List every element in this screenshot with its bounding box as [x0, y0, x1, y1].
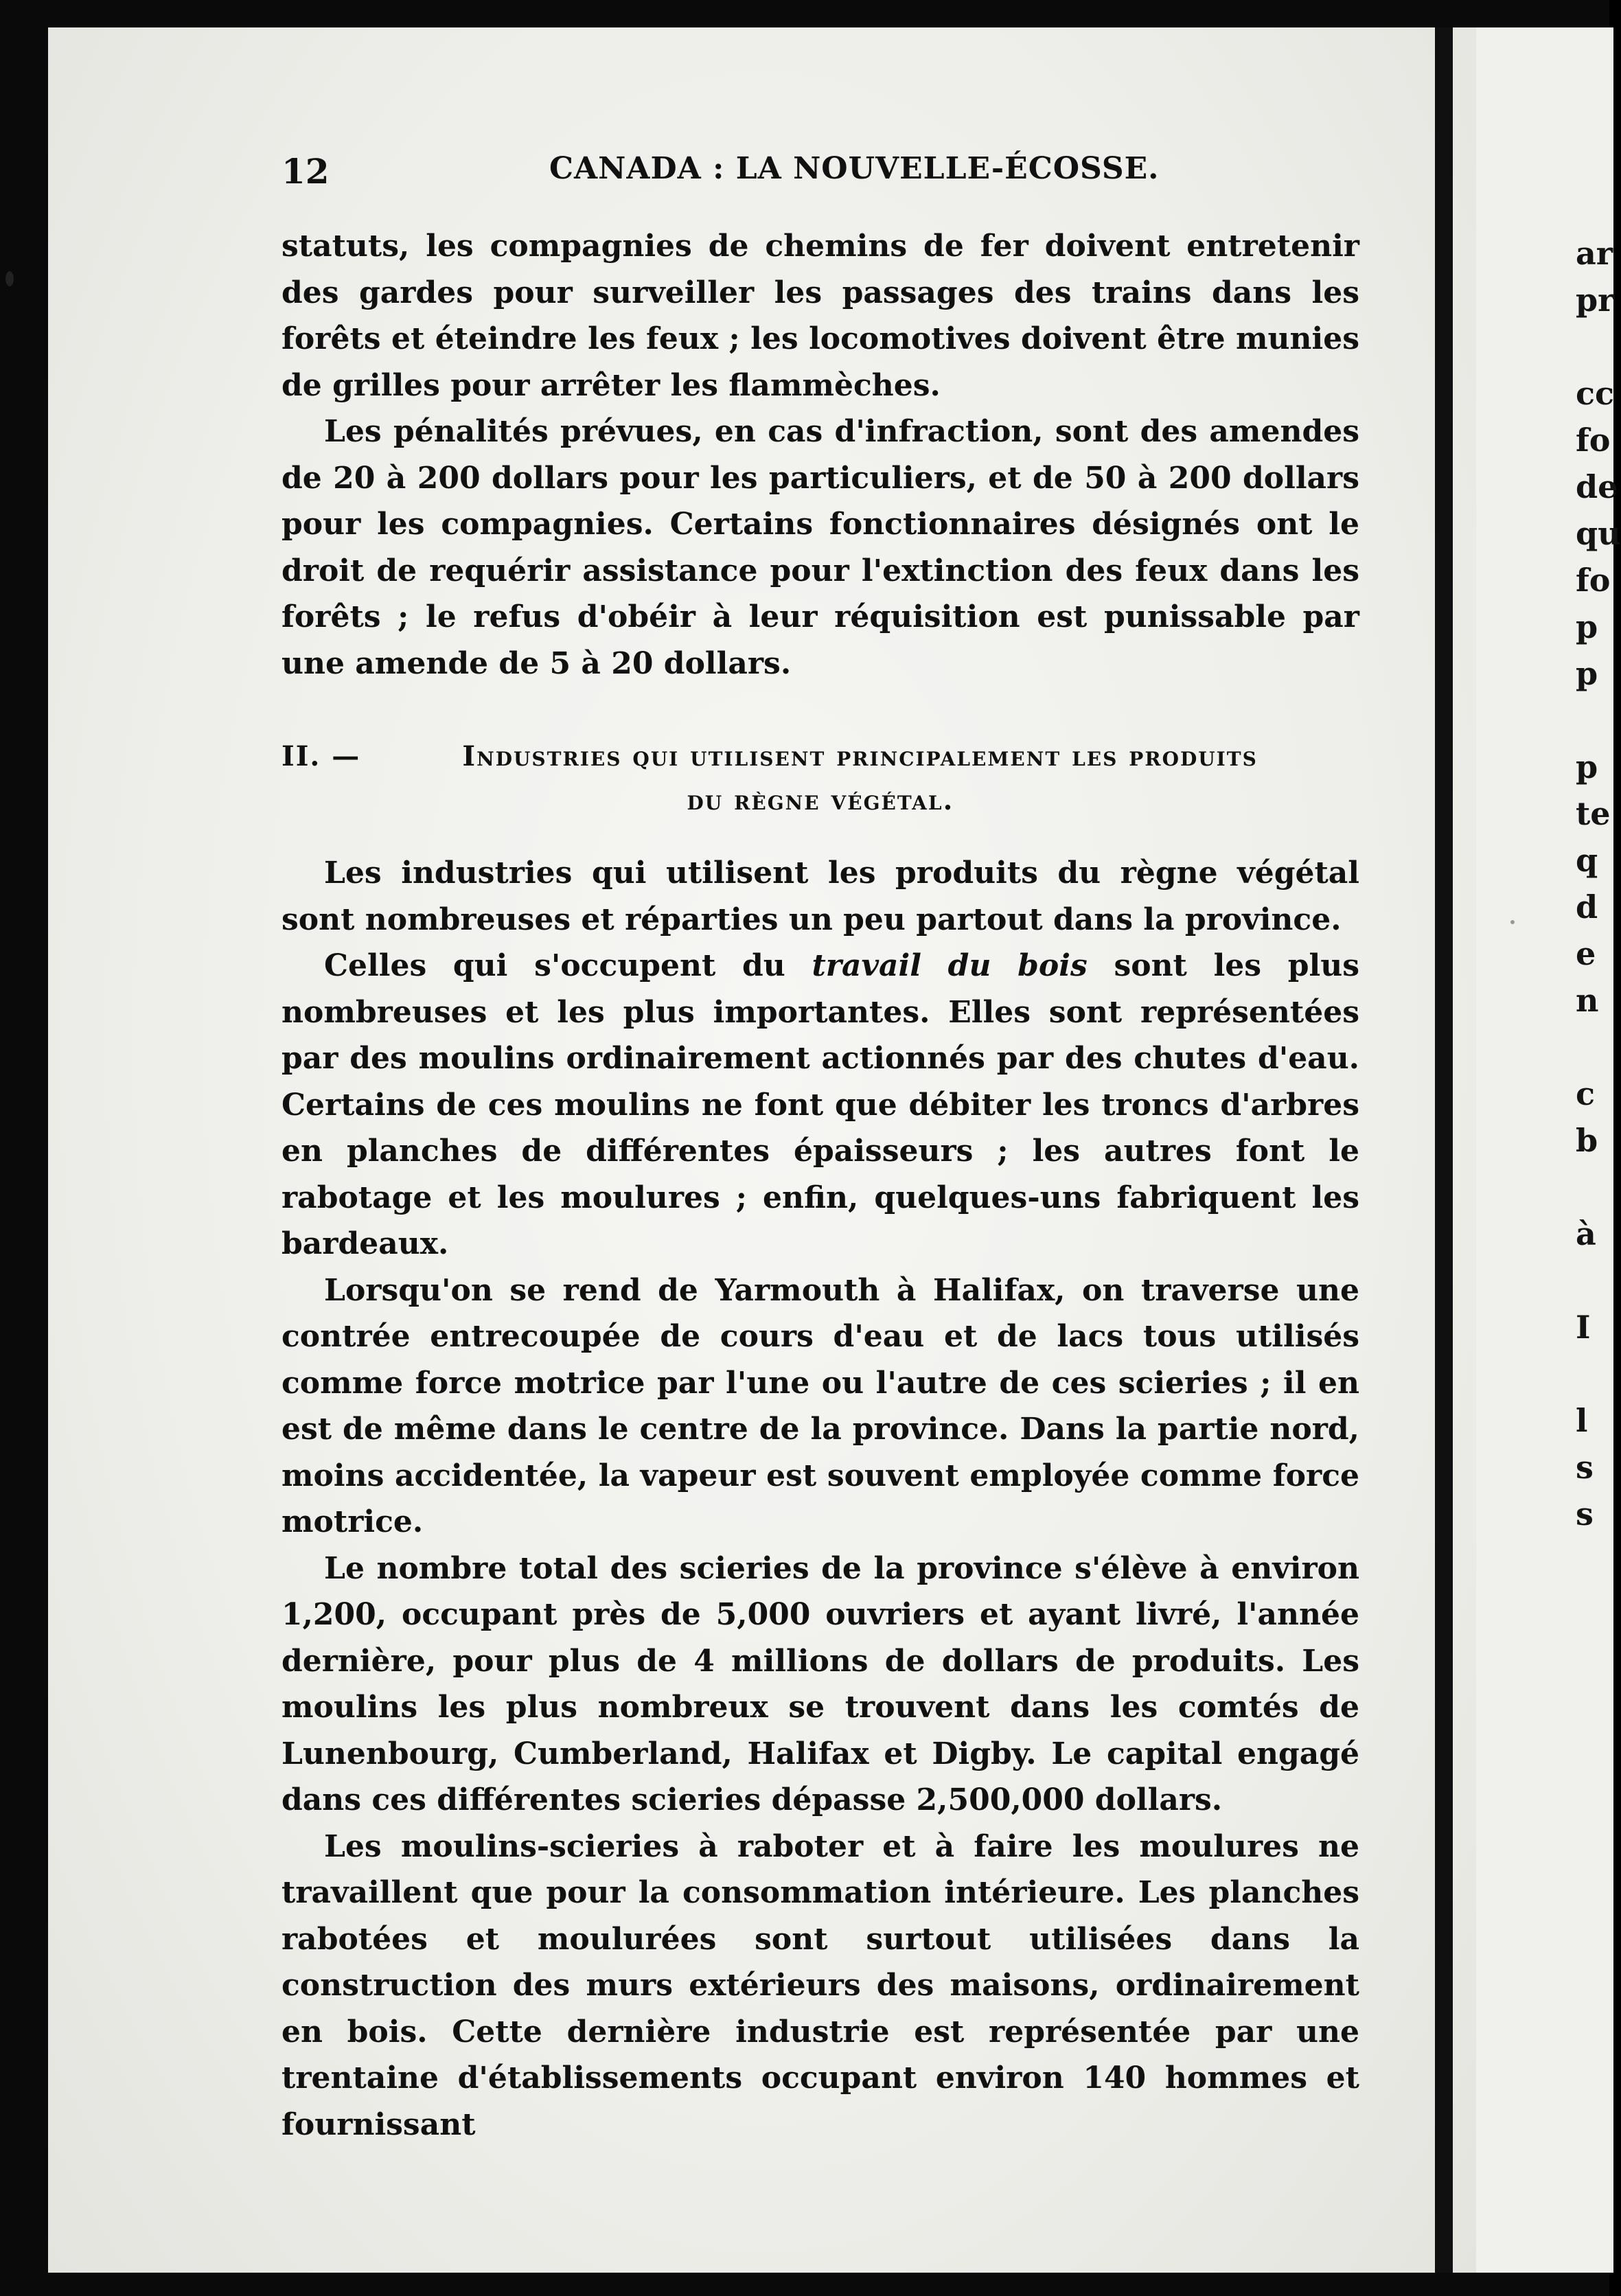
paragraph-text: Celles qui s'occupent du	[324, 948, 812, 983]
facing-fragment: pr	[1576, 282, 1615, 319]
facing-fragment: q	[1576, 842, 1598, 879]
paragraph-text: Les industries qui utilisent les produits du règne végétal sont nombreuses et réparties un peu partout dans la province.	[281, 856, 1359, 937]
paragraph-text: Le nombre total des scieries de la province s'élève à environ 1,200, occupant près de 5,000 ouvriers et ayant livré, l'année dernière, pour plus de 4 millions de dollars de produits. Les moulins les plus nombreux se trouvent dans les comtés de Lunenbourg, Cumberland, Halifax et Digby. Le capital engagé dans ces différentes scieries dépasse 2,500,000 dollars.	[281, 1550, 1359, 1817]
facing-fragment: de	[1576, 468, 1618, 505]
section-body	[281, 850, 1359, 2148]
facing-fragment	[1576, 1257, 1617, 1304]
facing-fragment: d	[1576, 888, 1598, 926]
facing-fragment	[1576, 1351, 1617, 1397]
facing-fragment	[1576, 323, 1617, 370]
section-number: II. —	[281, 740, 361, 772]
dust-speck	[5, 271, 14, 286]
facing-fragment: p	[1576, 608, 1598, 645]
facing-fragment: p	[1576, 748, 1598, 785]
running-head	[233, 151, 1359, 199]
paragraph-text: Les moulins-scieries à raboter et à faire les moulures ne travaillent que pour la consommation intérieure. Les planches rabotées et moulurées sont surtout utilisées dans la construction des murs extérieurs des maisons, ordinairement en bois. Cette dernière industrie est représentée par une trentaine d'établissements occupant environ 140 hommes et fournissant	[281, 1828, 1359, 2142]
facing-fragment: c	[1576, 1075, 1596, 1112]
facing-fragment: qu	[1576, 515, 1621, 552]
facing-fragment: b	[1576, 1122, 1598, 1159]
facing-fragment	[1576, 697, 1617, 744]
facing-page	[1476, 27, 1621, 2273]
page-gutter	[1435, 27, 1453, 2273]
paragraph-text: Lorsqu'on se rend de Yarmouth à Halifax, on traverse une contrée entrecoupée de cours d'eau et de lacs tous utilisés comme force motrice par l'une ou l'autre de ces scieries ; il en est de même dans le centre de la province. Dans la partie nord, moins accidentée, la vapeur est souvent employée comme force motrice.	[281, 1272, 1359, 1539]
facing-fragment: n	[1576, 982, 1599, 1019]
facing-fragment: à	[1576, 1215, 1596, 1252]
facing-fragment: cc	[1576, 375, 1615, 412]
facing-fragment: s	[1576, 1449, 1594, 1486]
facing-fragment	[1576, 1164, 1617, 1210]
facing-fragment: fo	[1576, 562, 1611, 599]
running-title: CANADA : LA NOUVELLE-ÉCOSSE.	[549, 151, 1160, 186]
facing-fragment: ar	[1576, 235, 1613, 272]
section-paragraph	[281, 1267, 1359, 1546]
body-text	[281, 223, 1359, 2148]
facing-fragment: I	[1576, 1309, 1591, 1346]
paragraph-penalites: Les pénalités prévues, en cas d'infraction, sont des amendes de 20 à 200 dollars pour les particuliers, et de 50 à 200 dollars pour les compagnies. Certains fonctionnaires désignés ont le droit de requérir assistance pour l'extinction des feux dans les forêts ; le refus d'obéir à leur réquisition est punissable par une amende de 5 à 20 dollars.	[281, 414, 1359, 681]
section-paragraph	[281, 1546, 1359, 1824]
section-paragraph	[281, 1824, 1359, 2148]
paragraph-statuts: statuts, les compagnies de chemins de fer doivent entretenir des gardes pour surveiller les passages des trains dans les forêts et éteindre les feux ; les locomotives doivent être munies de grilles pour arrêter les flammèches.	[281, 229, 1359, 403]
dust-speck	[1510, 920, 1515, 924]
paragraph-text: sont les plus nombreuses et les plus importantes. Elles sont représentées par des moulins ordinairement actionnés par des chutes d'eau. Certains de ces moulins ne font que débiter les troncs d'arbres en planches de différentes épaisseurs ; les autres font le rabotage et les moulures ; enfin, quelques-uns fabriquent les bardeaux.	[281, 948, 1359, 1261]
facing-page-text	[1576, 230, 1621, 1537]
facing-fragment: fo	[1576, 422, 1611, 459]
italic-term: travail du bois	[812, 948, 1088, 983]
facing-fragment	[1576, 1024, 1617, 1070]
facing-fragment: te	[1576, 795, 1611, 832]
facing-fragment: p	[1576, 655, 1598, 692]
section-paragraph	[281, 850, 1359, 943]
section-paragraph	[281, 943, 1359, 1267]
facing-fragment: s	[1576, 1495, 1594, 1532]
facing-fragment: l	[1576, 1402, 1588, 1439]
section-title-line2: du règne végétal.	[687, 784, 954, 816]
facing-fragment: e	[1576, 935, 1596, 972]
page-number: 12	[281, 151, 330, 192]
section-heading	[281, 735, 1359, 823]
section-title-line1: Industries qui utilisent principalement les produits	[462, 740, 1258, 772]
